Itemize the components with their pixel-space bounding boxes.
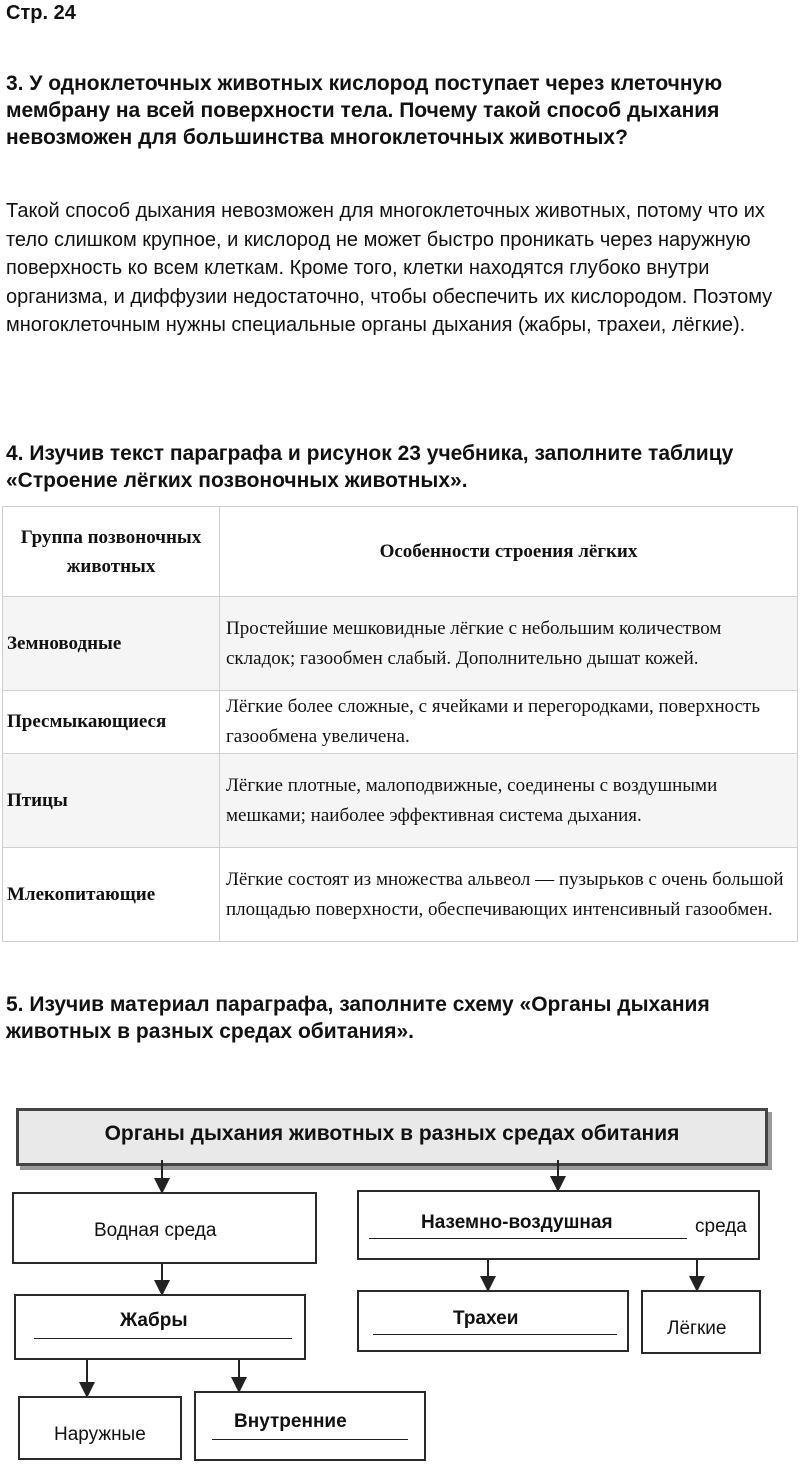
- trachea-label: Трахеи: [453, 1308, 519, 1329]
- page-number: Стр. 24: [6, 2, 76, 24]
- fill-line: [369, 1238, 687, 1239]
- water-env-box: [12, 1192, 317, 1264]
- external-gills-label: Наружные: [54, 1424, 146, 1445]
- fill-line: [373, 1334, 617, 1335]
- land-env-suffix: среда: [695, 1216, 747, 1237]
- gills-box: [14, 1294, 306, 1360]
- fill-line: [212, 1439, 408, 1440]
- features-cell: Лёгкие плотные, малоподвижные, соединены с воздушными мешками; наиболее эффективная система дыхания.: [220, 754, 798, 848]
- land-env-fill: Наземно-воздушная: [421, 1212, 613, 1233]
- question-4: 4. Изучив текст параграфа и рисунок 23 учебника, заполните таблицу «Строение лёгких позвоночных животных».: [6, 442, 734, 492]
- table-header-group: Группа позвоночных животных: [3, 507, 220, 597]
- external-gills-box: [18, 1396, 182, 1460]
- group-cell: Птицы: [3, 754, 220, 848]
- features-cell: Лёгкие состоят из множества альвеол — пузырьков с очень большой площадью поверхности, обеспечивающих интенсивный газообмен.: [220, 848, 798, 942]
- question-3: 3. У одноклеточных животных кислород поступает через клеточную мембрану на всей поверхности тела. Почему такой способ дыхания невозможен для большинства многоклеточных животных?: [6, 72, 723, 149]
- features-cell: Простейшие мешковидные лёгкие с небольшим количеством складок; газообмен слабый. Дополнительно дышат кожей.: [220, 597, 798, 691]
- lungs-label: Лёгкие: [667, 1318, 727, 1339]
- group-cell: Млекопитающие: [3, 848, 220, 942]
- trachea-box: [357, 1290, 629, 1352]
- land-env-box: [357, 1190, 760, 1260]
- internal-gills-label: Внутренние: [234, 1411, 347, 1432]
- water-env-label: Водная среда: [94, 1220, 217, 1241]
- diagram-title-box: Органы дыхания животных в разных средах обитания: [16, 1108, 768, 1166]
- gills-label: Жабры: [120, 1310, 188, 1331]
- internal-gills-box: [194, 1391, 426, 1461]
- table-header-features: Особенности строения лёгких: [220, 507, 798, 597]
- group-cell: Пресмыкающиеся: [3, 691, 220, 754]
- answer-3: Такой способ дыхания невозможен для многоклеточных животных, потому что их тело слишком крупное, и кислород не может быстро проникать через наружную поверхность ко всем клеткам. Кроме того, клетки находятся глубоко внутри организма, и диффузии недостаточно, чтобы обеспечить их кислородом. Поэтому многоклеточным нужны специальные органы дыхания (жабры, трахеи, лёгкие).: [6, 200, 773, 336]
- group-cell: Земноводные: [3, 597, 220, 691]
- features-cell: Лёгкие более сложные, с ячейками и перегородками, поверхность газообмена увеличена.: [220, 691, 798, 754]
- question-5: 5. Изучив материал параграфа, заполните схему «Органы дыхания животных в разных средах обитания».: [6, 993, 710, 1043]
- lungs-box: [641, 1290, 761, 1354]
- fill-line: [34, 1338, 292, 1339]
